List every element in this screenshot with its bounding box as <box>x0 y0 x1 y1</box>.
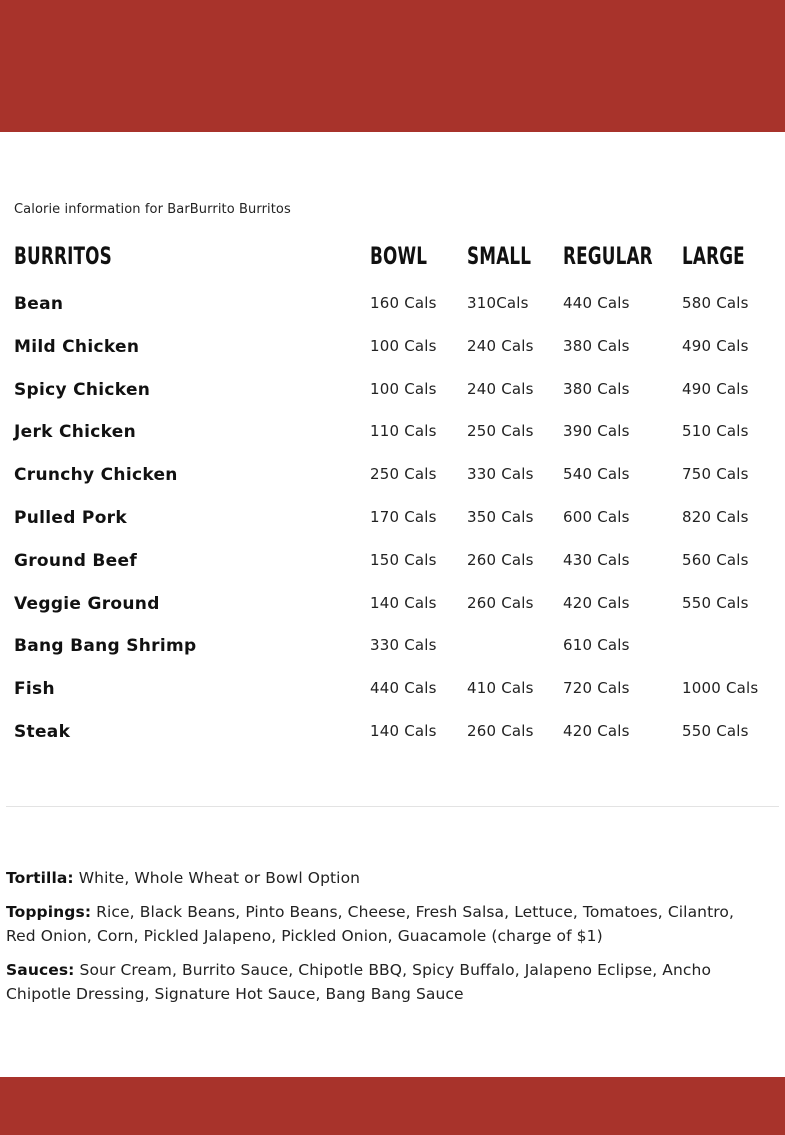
table-row <box>0 586 785 629</box>
burrito-name: Ground Beef <box>14 550 138 571</box>
burrito-name: Bang Bang Shrimp <box>14 636 197 657</box>
toppings-label: Toppings: <box>6 903 92 921</box>
regular-calories: 380 Cals <box>563 379 630 398</box>
burrito-name: Steak <box>14 721 71 742</box>
bowl-calories: 100 Cals <box>370 336 437 355</box>
table-header-row <box>0 238 785 274</box>
table-row <box>0 372 785 415</box>
burrito-name: Pulled Pork <box>14 507 127 528</box>
small-calories: 330 Cals <box>467 465 534 484</box>
table-row <box>0 714 785 757</box>
small-calories: 310Cals <box>467 294 529 312</box>
burrito-name: Crunchy Chicken <box>14 465 178 486</box>
regular-calories: 540 Cals <box>563 465 630 484</box>
regular-calories: 430 Cals <box>563 550 630 569</box>
regular-calories: 610 Cals <box>563 636 630 655</box>
header-large: LARGE <box>682 242 745 270</box>
toppings-info <box>6 900 766 948</box>
bowl-calories: 100 Cals <box>370 379 437 398</box>
regular-calories: 380 Cals <box>563 336 630 355</box>
large-calories: 580 Cals <box>682 294 749 312</box>
large-calories: 490 Cals <box>682 336 749 355</box>
table-row <box>0 543 785 586</box>
calorie-table <box>0 286 785 757</box>
toppings-text: Rice, Black Beans, Pinto Beans, Cheese, Fresh Salsa, Lettuce, Tomatoes, Cilantro, Red Onion, Corn, Pickled Jalapeno, Pickled Onion, Guacamole (charge of $1) <box>6 903 735 945</box>
table-caption: Calorie information for BarBurrito Burritos <box>14 202 291 217</box>
large-calories: 550 Cals <box>682 593 749 612</box>
burrito-name: Veggie Ground <box>14 593 160 614</box>
bowl-calories: 150 Cals <box>370 550 437 569</box>
table-row <box>0 457 785 500</box>
regular-calories: 440 Cals <box>563 294 630 312</box>
large-calories: 820 Cals <box>682 507 749 526</box>
bowl-calories: 440 Cals <box>370 679 437 698</box>
small-calories: 350 Cals <box>467 507 534 526</box>
burrito-name: Bean <box>14 294 64 314</box>
header-banner <box>0 0 785 132</box>
large-calories: 1000 Cals <box>682 679 759 698</box>
small-calories: 410 Cals <box>467 679 534 698</box>
section-divider <box>6 806 779 807</box>
burrito-name: Jerk Chicken <box>14 422 137 443</box>
regular-calories: 390 Cals <box>563 422 630 441</box>
burrito-name: Fish <box>14 679 55 700</box>
table-row <box>0 500 785 543</box>
footer-banner <box>0 1077 785 1135</box>
regular-calories: 420 Cals <box>563 593 630 612</box>
table-row <box>0 671 785 714</box>
bowl-calories: 140 Cals <box>370 593 437 612</box>
burrito-name: Spicy Chicken <box>14 379 151 400</box>
bowl-calories: 330 Cals <box>370 636 437 655</box>
table-row <box>0 286 785 329</box>
tortilla-info <box>6 866 766 890</box>
small-calories: 260 Cals <box>467 550 534 569</box>
regular-calories: 600 Cals <box>563 507 630 526</box>
bowl-calories: 110 Cals <box>370 422 437 441</box>
sauces-text: Sour Cream, Burrito Sauce, Chipotle BBQ, Spicy Buffalo, Jalapeno Eclipse, Ancho Chipotle Dressing, Signature Hot Sauce, Bang Bang Sauce <box>6 961 712 1003</box>
small-calories: 250 Cals <box>467 422 534 441</box>
header-regular: REGULAR <box>563 242 653 270</box>
small-calories: 240 Cals <box>467 336 534 355</box>
table-row <box>0 414 785 457</box>
header-small: SMALL <box>467 242 532 270</box>
bowl-calories: 250 Cals <box>370 465 437 484</box>
large-calories: 560 Cals <box>682 550 749 569</box>
table-row <box>0 329 785 372</box>
header-burritos: BURRITOS <box>14 242 112 270</box>
large-calories: 750 Cals <box>682 465 749 484</box>
bowl-calories: 160 Cals <box>370 294 437 312</box>
large-calories: 490 Cals <box>682 379 749 398</box>
regular-calories: 720 Cals <box>563 679 630 698</box>
tortilla-text: White, Whole Wheat or Bowl Option <box>73 869 361 887</box>
small-calories: 260 Cals <box>467 593 534 612</box>
bowl-calories: 170 Cals <box>370 507 437 526</box>
large-calories: 510 Cals <box>682 422 749 441</box>
sauces-label: Sauces: <box>6 961 75 979</box>
large-calories: 550 Cals <box>682 721 749 740</box>
bowl-calories: 140 Cals <box>370 721 437 740</box>
burrito-name: Mild Chicken <box>14 336 140 357</box>
sauces-info <box>6 958 766 1006</box>
header-bowl: BOWL <box>370 242 428 270</box>
small-calories: 240 Cals <box>467 379 534 398</box>
tortilla-label: Tortilla: <box>6 869 74 887</box>
table-row <box>0 628 785 671</box>
small-calories: 260 Cals <box>467 721 534 740</box>
regular-calories: 420 Cals <box>563 721 630 740</box>
